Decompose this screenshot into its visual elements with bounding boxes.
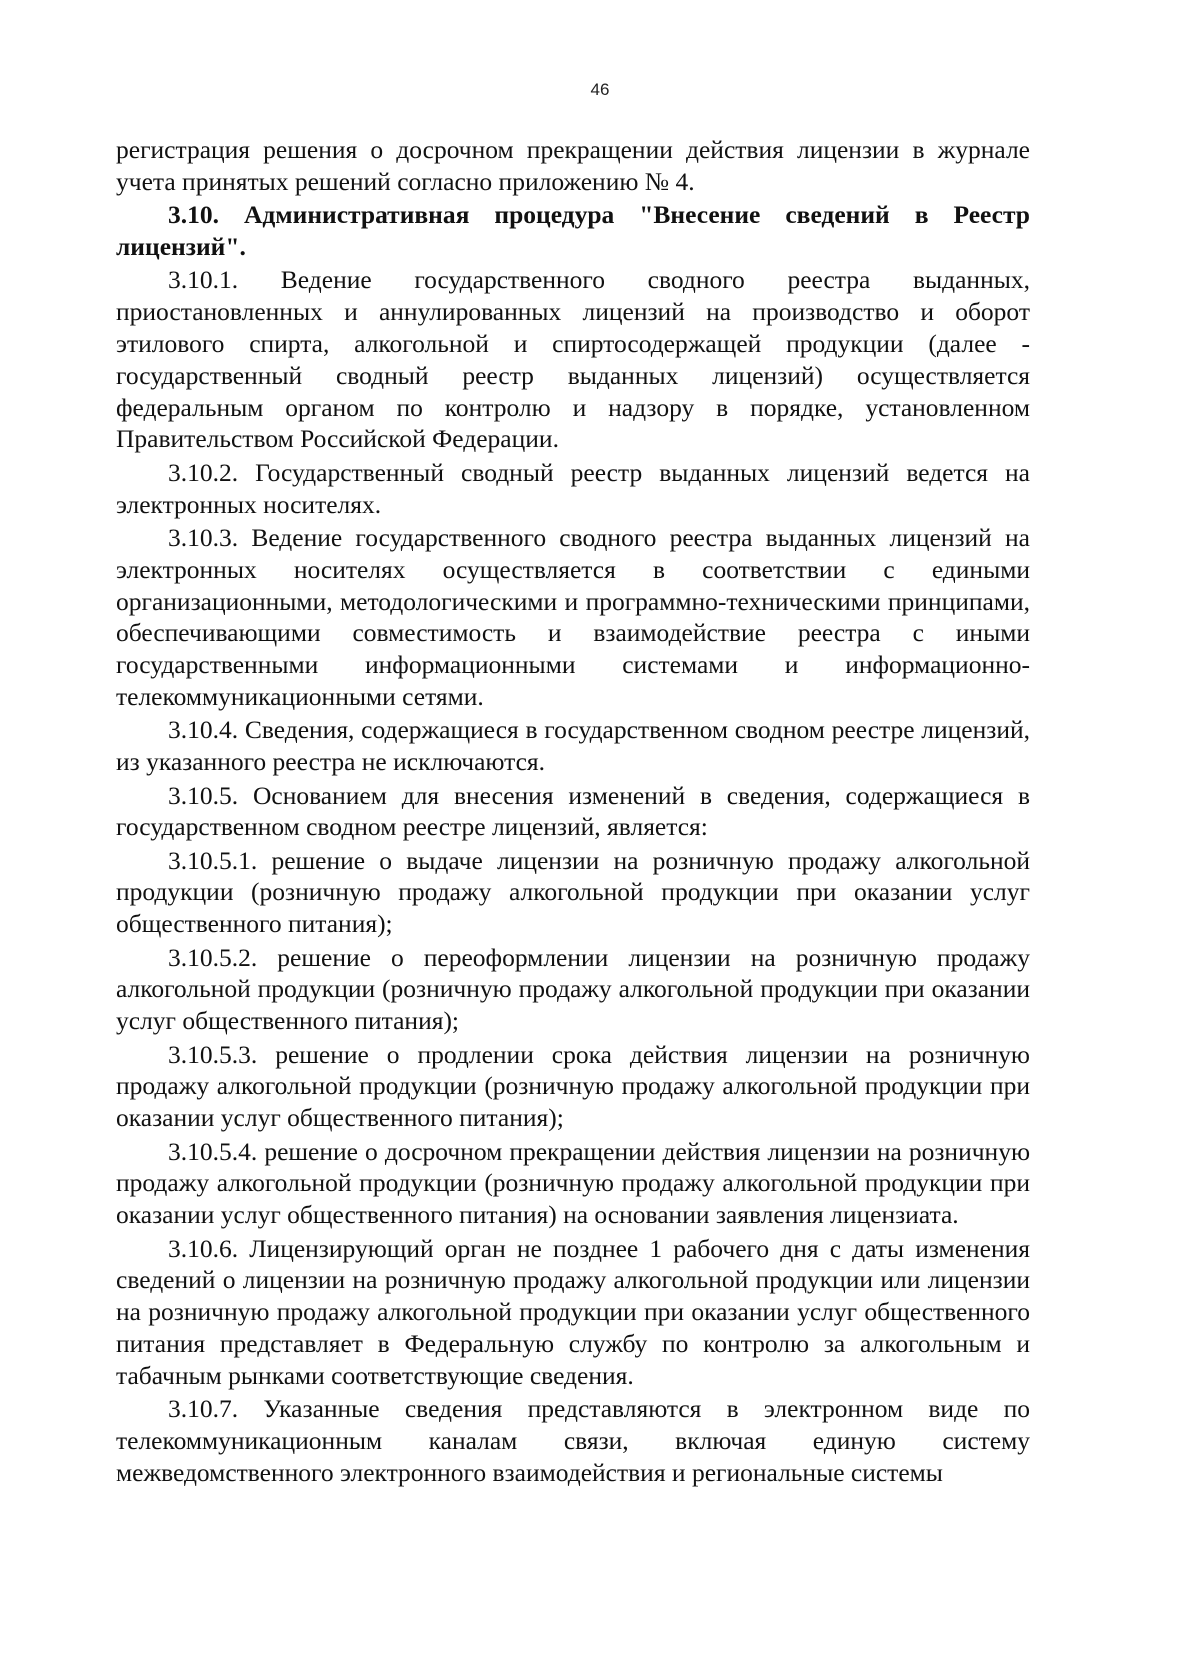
paragraph-3-10-5-3: 3.10.5.3. решение о продлении срока действия лицензии на розничную продажу алкогольной продукции (розничную продажу алкогольной продукции при оказании услуг общественного питания); — [116, 1039, 1030, 1133]
paragraph-3-10-4: 3.10.4. Сведения, содержащиеся в государственном сводном реестре лицензий, из указанного реестра не исключаются. — [116, 715, 1030, 777]
paragraph-continuation: регистрация решения о досрочном прекращении действия лицензии в журнале учета принятых решений согласно приложению № 4. — [116, 135, 1030, 196]
paragraph-3-10-5: 3.10.5. Основанием для внесения изменений в сведения, содержащиеся в государственном сводном реестре лицензий, является: — [116, 780, 1030, 842]
paragraph-3-10-3: 3.10.3. Ведение государственного сводного реестра выданных лицензий на электронных носителях осуществляется в соответствии с едиными организационными, методологическими и программно-техническими принципами, обеспечивающими совместимость и взаимодействие реестра с иными государственными информационными системами и информационно-телекоммуникационными сетями. — [116, 522, 1030, 711]
paragraph-3-10-2: 3.10.2. Государственный сводный реестр выданных лицензий ведется на электронных носителях. — [116, 457, 1030, 519]
paragraph-3-10-5-1: 3.10.5.1. решение о выдаче лицензии на розничную продажу алкогольной продукции (розничную продажу алкогольной продукции при оказании услуг общественного питания); — [116, 845, 1030, 939]
paragraph-3-10-6: 3.10.6. Лицензирующий орган не позднее 1 рабочего дня с даты изменения сведений о лицензии на розничную продажу алкогольной продукции или лицензии на розничную продажу алкогольной продукции при оказании услуг общественного питания представляет в Федеральную службу по контролю за алкогольным и табачным рынками соответствующие сведения. — [116, 1233, 1030, 1390]
section-heading-3-10: 3.10. Административная процедура "Внесение сведений в Реестр лицензий". — [116, 200, 1030, 261]
paragraph-3-10-7: 3.10.7. Указанные сведения представляются в электронном виде по телекоммуникационным каналам связи, включая единую систему межведомственного электронного взаимодействия и региональные системы — [116, 1394, 1030, 1487]
paragraph-3-10-1: 3.10.1. Ведение государственного сводного реестра выданных, приостановленных и аннулированных лицензий на производство и оборот этилового спирта, алкогольной и спиртосодержащей продукции (далее - государственный сводный реестр выданных лицензий) осуществляется федеральным органом по контролю и надзору в порядке, установленном Правительством Российской Федерации. — [116, 265, 1030, 454]
paragraph-3-10-5-2: 3.10.5.2. решение о переоформлении лицензии на розничную продажу алкогольной продукции (розничную продажу алкогольной продукции при оказании услуг общественного питания); — [116, 942, 1030, 1036]
document-body — [116, 134, 1030, 1490]
page-number: 46 — [590, 80, 610, 99]
paragraph-3-10-5-4: 3.10.5.4. решение о досрочном прекращении действия лицензии на розничную продажу алкогольной продукции (розничную продажу алкогольной продукции при оказании услуг общественного питания) на основании заявления лицензиата. — [116, 1136, 1030, 1230]
